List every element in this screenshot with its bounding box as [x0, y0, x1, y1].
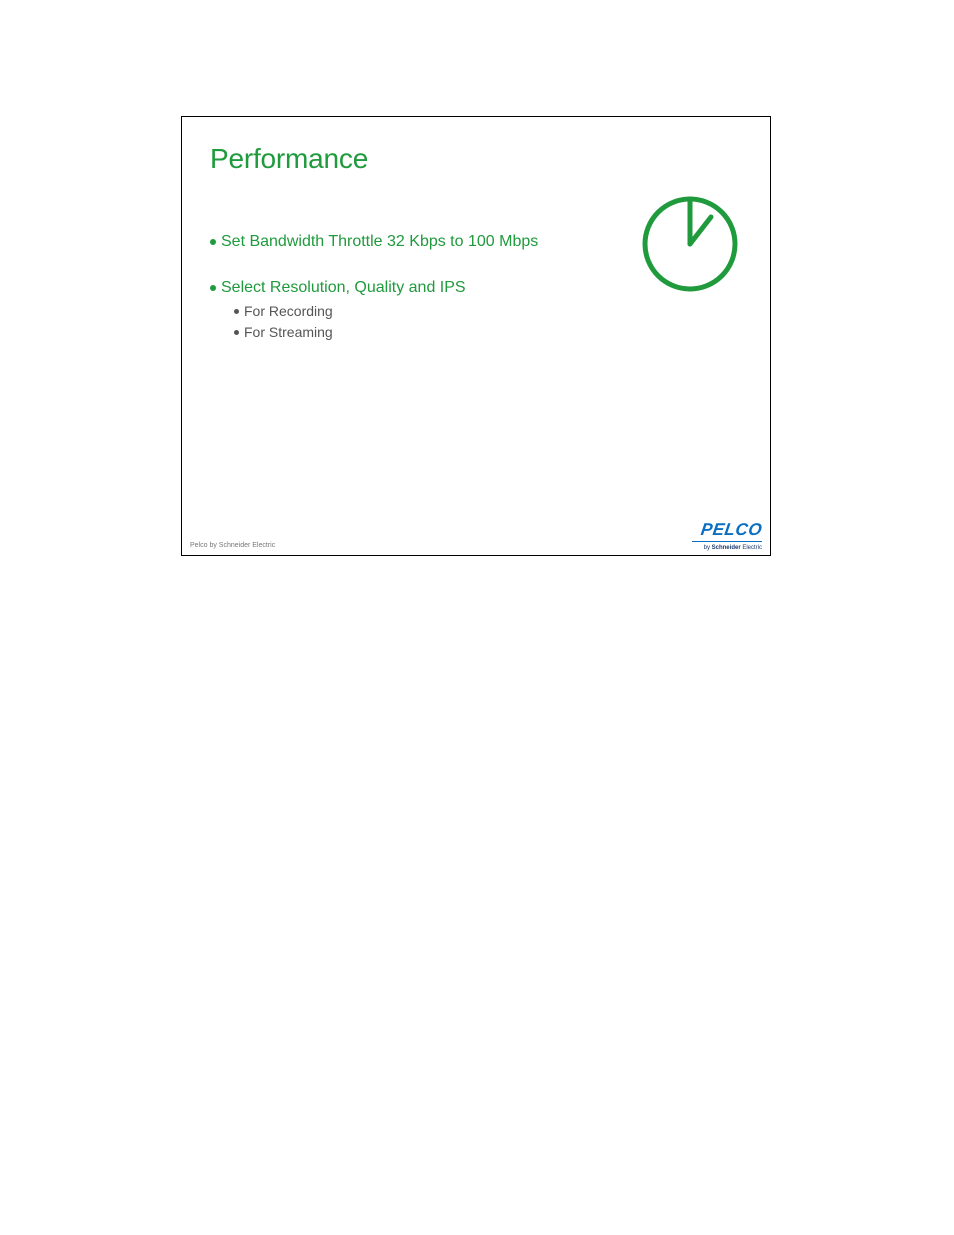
bullet-bandwidth — [210, 233, 538, 251]
pelco-logo — [692, 521, 762, 553]
logo-rule — [692, 541, 762, 542]
bullet-text: Select Resolution, Quality and IPS — [221, 279, 466, 296]
logo-suffix: Electric — [742, 545, 762, 551]
footer-text: Pelco by Schneider Electric — [190, 542, 276, 549]
subbullet-text: For Recording — [244, 303, 333, 319]
subbullet-text: For Streaming — [244, 324, 333, 340]
logo-wordmark: PELCO — [699, 520, 764, 539]
slide — [181, 116, 771, 556]
bullet-dot — [210, 285, 216, 291]
subbullet-dot — [234, 309, 239, 314]
subbullet-dot — [234, 330, 239, 335]
slide-title: Performance — [210, 143, 369, 174]
logo-tagline — [692, 544, 762, 552]
subbullet-streaming — [234, 324, 333, 340]
logo-brand: Schneider — [711, 545, 741, 551]
logo-by: by — [703, 545, 710, 551]
subbullet-recording — [234, 303, 333, 319]
clock-icon — [639, 193, 741, 295]
bullet-dot — [210, 239, 216, 245]
bullet-text: Set Bandwidth Throttle 32 Kbps to 100 Mbps — [221, 233, 539, 250]
bullet-resolution — [210, 279, 466, 297]
